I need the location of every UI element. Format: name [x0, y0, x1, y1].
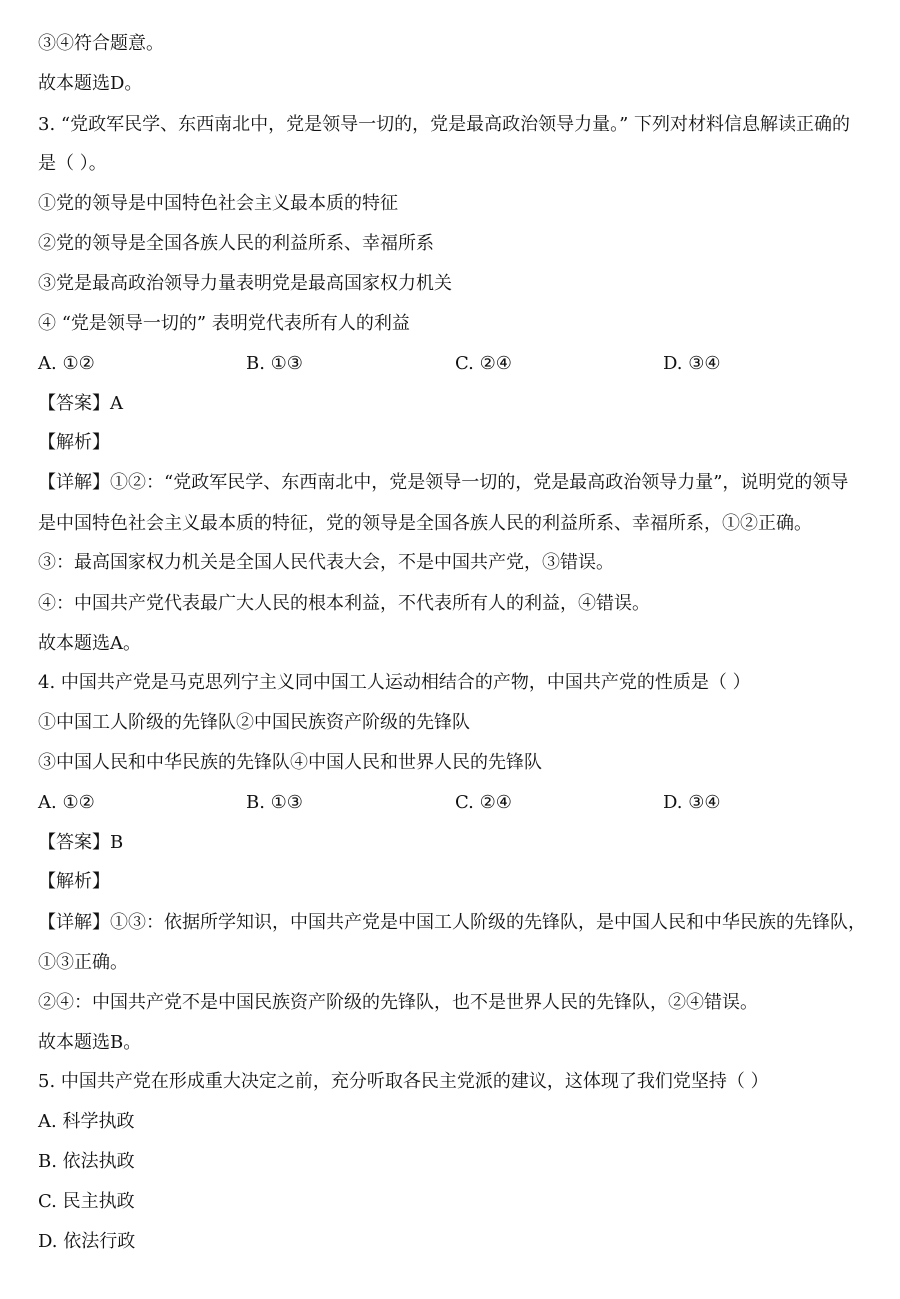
q3-answer: 【答案】A [38, 393, 123, 414]
q3-analysis-label: 【解析】 [38, 432, 110, 453]
q3-option-b: B. ①③ [246, 353, 303, 374]
q3-conclusion: 故本题选A。 [38, 633, 141, 654]
q3-detail-line-2: 是中国特色社会主义最本质的特征，党的领导是全国各族人民的利益所系、幸福所系，①②正确。 [38, 513, 812, 534]
q3-statement-1: ①党的领导是中国特色社会主义最本质的特征 [38, 193, 398, 214]
q5-option-c: C. 民主执政 [38, 1191, 135, 1212]
q5-option-b: B. 依法执政 [38, 1151, 135, 1172]
q4-statement-1: ①中国工人阶级的先锋队②中国民族资产阶级的先锋队 [38, 712, 470, 733]
q4-detail-line-1: 【详解】①③：依据所学知识，中国共产党是中国工人阶级的先锋队，是中国人民和中华民族的先锋队， [38, 912, 866, 933]
q3-detail-line-4: ④：中国共产党代表最广大人民的根本利益，不代表所有人的利益，④错误。 [38, 593, 650, 614]
q5-option-d: D. 依法行政 [38, 1231, 136, 1252]
q4-conclusion: 故本题选B。 [38, 1032, 142, 1053]
q3-option-c: C. ②④ [455, 353, 512, 374]
q3-detail-line-1: 【详解】①②：“党政军民学、东西南北中，党是领导一切的，党是最高政治领导力量”，说明党的领导 [38, 472, 849, 493]
q2-tail-line-1: ③④符合题意。 [38, 33, 164, 54]
q4-option-a: A. ①② [38, 792, 95, 813]
q4-detail-line-2: ①③正确。 [38, 952, 128, 973]
q3-stem-line-2: 是（ ）。 [38, 153, 107, 174]
q3-option-a: A. ①② [38, 353, 95, 374]
q5-stem: 5. 中国共产党在形成重大决定之前，充分听取各民主党派的建议，这体现了我们党坚持（ ） [38, 1071, 769, 1092]
q3-option-d: D. ③④ [663, 353, 721, 374]
q3-statement-4: ④ “党是领导一切的” 表明党代表所有人的利益 [38, 313, 410, 334]
q3-stem-line-1: 3. “党政军民学、东西南北中，党是领导一切的，党是最高政治领导力量。” 下列对材料信息解读正确的 [38, 114, 851, 135]
q2-tail-conclusion: 故本题选D。 [38, 73, 143, 94]
q5-option-a: A. 科学执政 [38, 1111, 135, 1132]
q4-analysis-label: 【解析】 [38, 871, 110, 892]
q3-statement-2: ②党的领导是全国各族人民的利益所系、幸福所系 [38, 233, 434, 254]
q4-statement-2: ③中国人民和中华民族的先锋队④中国人民和世界人民的先锋队 [38, 752, 542, 773]
q3-statement-3: ③党是最高政治领导力量表明党是最高国家权力机关 [38, 273, 452, 294]
q4-answer: 【答案】B [38, 832, 124, 853]
q4-option-b: B. ①③ [246, 792, 303, 813]
q4-detail-line-3: ②④：中国共产党不是中国民族资产阶级的先锋队，也不是世界人民的先锋队，②④错误。 [38, 992, 758, 1013]
q4-stem: 4. 中国共产党是马克思列宁主义同中国工人运动相结合的产物，中国共产党的性质是（ ） [38, 672, 751, 693]
q3-detail-line-3: ③：最高国家权力机关是全国人民代表大会，不是中国共产党，③错误。 [38, 552, 614, 573]
q4-option-c: C. ②④ [455, 792, 512, 813]
q4-option-d: D. ③④ [663, 792, 721, 813]
